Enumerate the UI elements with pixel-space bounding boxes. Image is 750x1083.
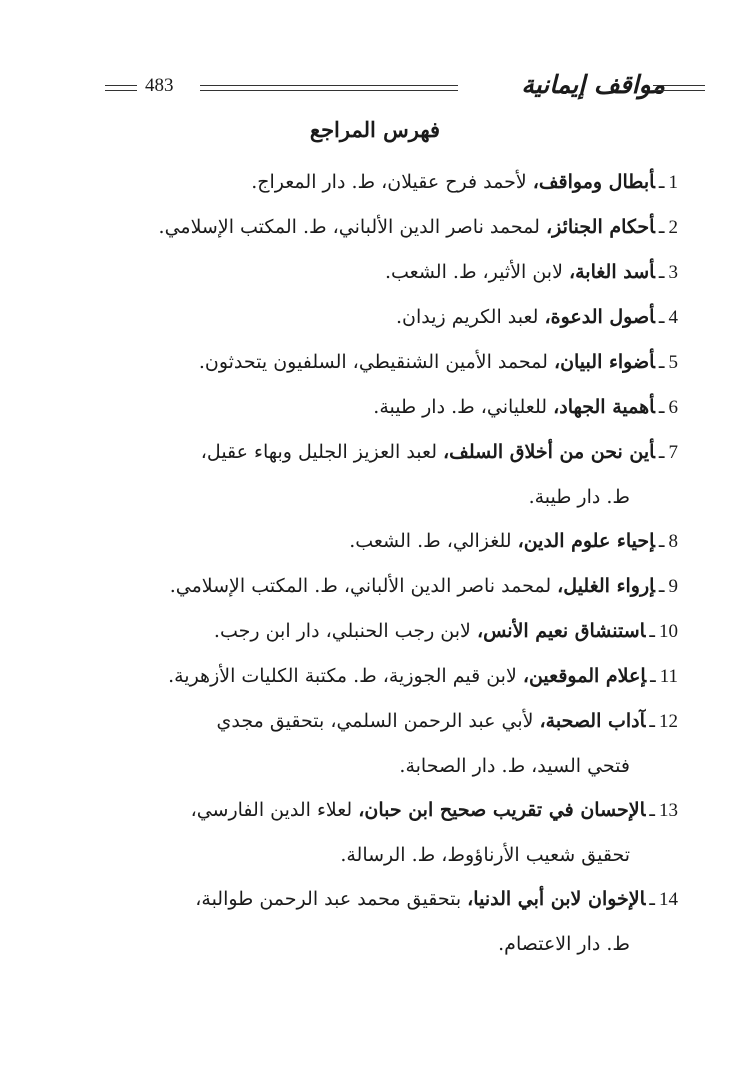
reference-details: لابن قيم الجوزية، ط. مكتبة الكليات الأزهرية.: [168, 665, 523, 687]
reference-details: للعلياني، ط. دار طيبة.: [373, 396, 554, 418]
reference-number: 2: [668, 217, 678, 238]
page-number: 483: [145, 75, 174, 96]
reference-item: [78, 654, 678, 699]
reference-details: لعلاء الدين الفارسي،: [190, 799, 359, 821]
reference-dash: ـ: [649, 888, 655, 910]
reference-dash: ـ: [658, 216, 665, 238]
reference-title: الإخوان لابن أبي الدنيا،: [467, 888, 646, 910]
reference-title: أبطال ومواقف،: [532, 171, 655, 193]
reference-dash: ـ: [658, 261, 665, 283]
page-header: [105, 72, 705, 106]
reference-number: 11: [659, 666, 678, 687]
reference-dash: ـ: [649, 799, 655, 821]
reference-title: الإحسان في تقريب صحيح ابن حبان،: [358, 799, 646, 821]
reference-number: 3: [668, 262, 678, 283]
reference-number: 4: [668, 307, 678, 328]
reference-title: إحياء علوم الدين،: [517, 530, 655, 552]
reference-item: [78, 160, 678, 205]
reference-details: لعبد العزيز الجليل وبهاء عقيل،: [200, 441, 444, 463]
reference-details: لابن رجب الحنبلي، دار ابن رجب.: [213, 620, 477, 642]
reference-item: [78, 877, 678, 966]
reference-dash: ـ: [650, 665, 656, 687]
reference-dash: ـ: [658, 530, 665, 552]
reference-item: [78, 609, 678, 654]
reference-item: [78, 295, 678, 340]
reference-details: لابن الأثير، ط. الشعب.: [384, 261, 569, 283]
reference-continuation: ط. دار الاعتصام.: [498, 933, 630, 955]
reference-details: لمحمد الأمين الشنقيطي، السلفيون يتحدثون.: [198, 351, 554, 373]
reference-dash: ـ: [658, 306, 665, 328]
reference-details: لأبي عبد الرحمن السلمي، بتحقيق مجدي: [216, 710, 540, 732]
reference-item: [78, 205, 678, 250]
header-rule-right: [653, 85, 705, 91]
reference-continuation: ط. دار طيبة.: [528, 486, 630, 508]
reference-title: آداب الصحبة،: [539, 710, 646, 732]
header-rule-middle: [200, 85, 458, 91]
reference-details: للغزالي، ط. الشعب.: [349, 530, 518, 552]
reference-dash: ـ: [658, 441, 665, 463]
reference-title: أهمية الجهاد،: [553, 396, 655, 418]
reference-details: لمحمد ناصر الدين الألباني، ط. المكتب الإسلامي.: [169, 575, 558, 597]
reference-title: استنشاق نعيم الأنس،: [476, 620, 646, 642]
reference-number: 12: [659, 711, 678, 732]
reference-dash: ـ: [649, 710, 655, 732]
reference-details: لمحمد ناصر الدين الألباني، ط. المكتب الإسلامي.: [158, 216, 546, 238]
reference-continuation: فتحي السيد، ط. دار الصحابة.: [399, 755, 630, 777]
reference-item: [78, 250, 678, 295]
reference-dash: ـ: [658, 351, 665, 373]
reference-number: 13: [659, 800, 678, 821]
reference-details: لأحمد فرح عقيلان، ط. دار المعراج.: [251, 171, 533, 193]
reference-title: إعلام الموقعين،: [522, 665, 647, 687]
section-title: فهرس المراجع: [309, 117, 441, 142]
reference-title: أضواء البيان،: [553, 351, 655, 373]
reference-item: [78, 430, 678, 519]
reference-number: 10: [659, 621, 678, 642]
reference-continuation: تحقيق شعيب الأرناؤوط، ط. الرسالة.: [340, 844, 630, 866]
reference-title: أصول الدعوة،: [544, 306, 655, 328]
reference-title: أسد الغابة،: [568, 261, 655, 283]
reference-item: [78, 788, 678, 877]
reference-title: أحكام الجنائز،: [545, 216, 655, 238]
reference-number: 6: [668, 397, 678, 418]
reference-number: 9: [668, 576, 678, 597]
reference-dash: ـ: [658, 171, 665, 193]
reference-item: [78, 519, 678, 564]
reference-number: 14: [659, 889, 678, 910]
reference-title: أين نحن من أخلاق السلف،: [443, 441, 655, 463]
reference-item: [78, 564, 678, 609]
reference-dash: ـ: [658, 396, 665, 418]
reference-number: 7: [668, 442, 678, 463]
reference-dash: ـ: [649, 620, 655, 642]
reference-number: 1: [668, 172, 678, 193]
references-list: [78, 160, 678, 966]
reference-item: [78, 340, 678, 385]
reference-number: 8: [668, 531, 678, 552]
reference-details: بتحقيق محمد عبد الرحمن طوالبة،: [195, 888, 468, 910]
reference-item: [78, 385, 678, 430]
reference-dash: ـ: [658, 575, 665, 597]
reference-title: إرواء الغليل،: [557, 575, 655, 597]
reference-item: [78, 699, 678, 788]
running-title: مواقف إيمانية: [521, 70, 665, 99]
reference-number: 5: [668, 352, 678, 373]
header-rule-left: [105, 85, 137, 91]
reference-details: لعبد الكريم زيدان.: [396, 306, 545, 328]
